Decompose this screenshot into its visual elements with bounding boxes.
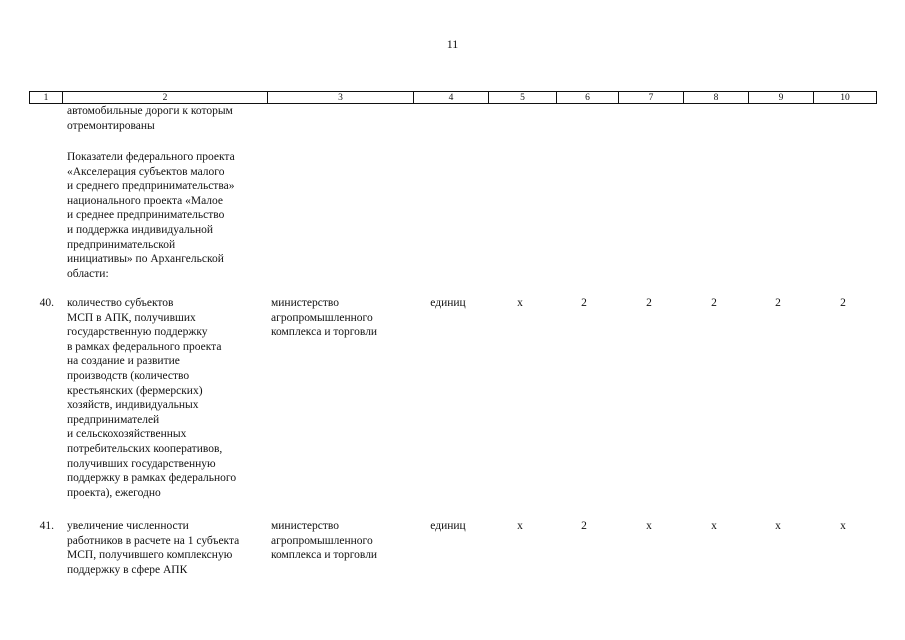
column-number-3: 3 [268, 92, 414, 104]
column-number-10: 10 [814, 92, 877, 104]
column-number-8: 8 [684, 92, 749, 104]
value-col-8: х [711, 520, 717, 532]
value-col-7: 2 [646, 297, 652, 309]
column-number-7: 7 [619, 92, 684, 104]
column-number-9: 9 [749, 92, 814, 104]
value-col-5: х [517, 297, 523, 309]
table-header-row [29, 91, 877, 104]
value-col-6: 2 [581, 520, 587, 532]
row-number: 40. [39, 297, 54, 309]
section-title: Показатели федерального проекта «Акселерация субъектов малого и среднего предпринимательства» национального проекта «Малое и среднее предпринимательство и поддержка индивидуальной предпринимательской инициативы» по Архангельской области: [67, 151, 235, 280]
value-col-5: х [517, 520, 523, 532]
column-number-6: 6 [557, 92, 619, 104]
page-number: 11 [446, 37, 459, 51]
responsible-body: министерство агропромышленного комплекса и торговли [271, 520, 378, 562]
column-number-4: 4 [414, 92, 489, 104]
value-col-10: 2 [840, 297, 846, 309]
value-col-10: х [840, 520, 846, 532]
column-number-2: 2 [63, 92, 268, 104]
column-number-5: 5 [489, 92, 557, 104]
indicator-name: количество субъектов МСП в АПК, получивших государственную поддержку в рамках федерального проекта на создание и развитие производств (количество крестьянских (фермерских) хозяйств, индивидуальных предпринимателей и сельскохозяйственных потребительских кооперативов, получивших государственную поддержку в рамках федерального проекта), ежегодно [67, 297, 237, 499]
unit: единиц [430, 297, 466, 309]
continuation-text: автомобильные дороги к которым отремонтированы [67, 105, 233, 132]
value-col-6: 2 [581, 297, 587, 309]
column-number-1: 1 [30, 92, 63, 104]
value-col-9: х [775, 520, 781, 532]
responsible-body: министерство агропромышленного комплекса и торговли [271, 297, 378, 339]
value-col-9: 2 [775, 297, 781, 309]
value-col-7: х [646, 520, 652, 532]
value-col-8: 2 [711, 297, 717, 309]
indicator-name: увеличение численности работников в расчете на 1 субъекта МСП, получившего комплексную поддержку в сфере АПК [67, 520, 240, 576]
unit: единиц [430, 520, 466, 532]
row-number: 41. [39, 520, 54, 532]
